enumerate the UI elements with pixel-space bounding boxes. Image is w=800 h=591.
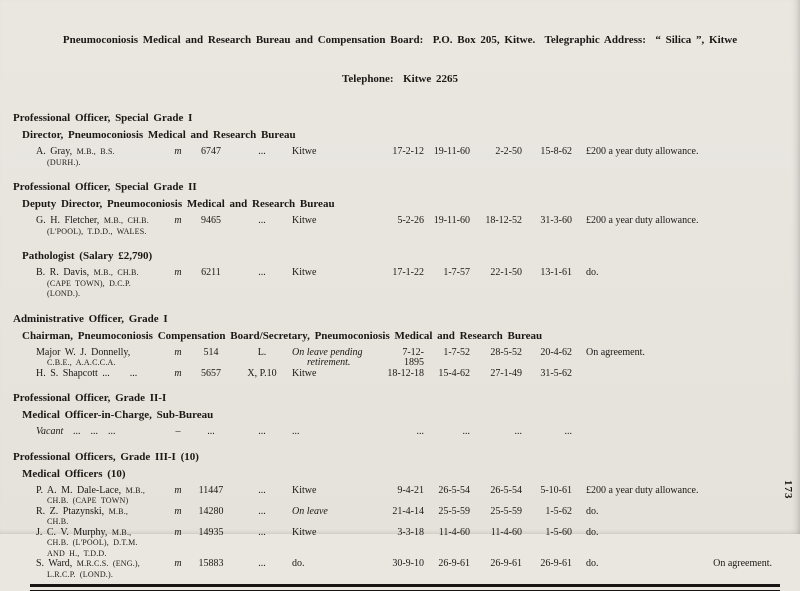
grade-heading: Professional Officer, Special Grade I (13, 112, 193, 124)
date-cell: ... (564, 426, 572, 437)
officer-row-murphy (36, 528, 772, 560)
date-cell: 26-9-61 (490, 558, 522, 569)
code-cell: ... (258, 426, 266, 437)
marital-cell: m (174, 526, 182, 538)
qualifications-cont: (LOND.). (47, 289, 81, 298)
station-cell: ... (292, 426, 300, 437)
section-special-grade-1 (0, 112, 800, 168)
marital-cell: m (174, 505, 182, 517)
code-cell: ... (258, 215, 266, 226)
date-cell: 25-5-59 (490, 505, 522, 517)
number-cell: 514 (203, 346, 219, 358)
number-cell: ... (207, 426, 215, 437)
name-cell: B. R. Davis, M.B., CH.B. (CAPE TOWN), D.C.P. (LOND.). (36, 268, 168, 300)
code-cell: ... (258, 505, 266, 517)
remarks-cell: £200 a year duty allowance. (586, 146, 699, 157)
date-cell: 31-3-60 (540, 215, 572, 226)
date-cell: 26-9-61 (540, 558, 572, 569)
date-birth-cell: 5-2-26 (397, 215, 424, 226)
qualifications-cont: L.R.C.P. (LOND.). (47, 569, 114, 579)
name-cell: J. C. V. Murphy, M.B., CH.B. (L'POOL), D.T.M. AND H., T.D.D. (36, 528, 168, 560)
date-birth-cell: 9-4-21 (397, 484, 424, 496)
date-cell: 1-7-57 (443, 267, 470, 278)
date-cell: 15-8-62 (540, 146, 572, 157)
date-birth-cell: 17-1-22 (392, 267, 424, 278)
officer-row-vacant (36, 427, 772, 438)
officer-row-donnelly (36, 348, 772, 369)
qualifications-cont: C.B.E., A.A.C.C.A. (47, 358, 116, 367)
station-cell: do. (292, 558, 305, 569)
date-cell: 22-1-50 (490, 267, 522, 278)
station-cell: On leave pending retirement. (290, 348, 386, 369)
officer-row-ptazynski (36, 507, 772, 528)
number-cell: 14280 (198, 505, 224, 517)
qualifications: M.B., (125, 485, 146, 495)
number-cell: 11447 (198, 484, 224, 496)
date-birth-cell: ... (416, 426, 424, 437)
bureau-header-line2: Telephone: Kitwe 2265 (342, 73, 458, 85)
remarks-cell: do. (586, 526, 599, 538)
officer-row-shapcott (36, 369, 772, 380)
post-heading: Chairman, Pneumoconiosis Compensation Board/Secretary, Pneumoconiosis Medical and Research Bureau (22, 329, 543, 342)
post-heading: Pathologist (Salary £2,790) (22, 250, 153, 262)
remarks-cell: £200 a year duty allowance. (586, 215, 699, 226)
qualifications-cont: (L'POOL), T.D.D., WALES. (47, 226, 147, 236)
officer-row-fletcher (36, 216, 772, 237)
bureau-header-line1: Pneumoconiosis Medical and Research Bureau and Compensation Board: P.O. Box 205, Kitwe. Telegraphic Address: “ Silica ”, Kitwe (62, 34, 738, 46)
post-heading: Medical Officers (10) (22, 467, 126, 480)
page-number: 173 (782, 480, 794, 500)
date-birth-cell: 30-9-10 (392, 558, 424, 569)
date-birth-cell: 7-12-1895 (402, 346, 424, 368)
date-cell: 1-5-60 (545, 526, 572, 538)
station-cell: Kitwe (292, 215, 317, 226)
name-cell: R. Z. Ptazynski, M.B., CH.B. (36, 507, 168, 528)
qualifications: M.B., (108, 506, 129, 516)
date-cell: 26-5-54 (438, 484, 470, 496)
station-cell: On leave (292, 505, 328, 517)
officer-row-dale-lace (36, 486, 772, 507)
date-cell: 15-4-62 (438, 367, 470, 379)
grade-heading: Professional Officer, Special Grade II (13, 181, 197, 193)
code-cell: ... (258, 267, 266, 278)
post-heading: Director, Pneumoconiosis Medical and Research Bureau (22, 129, 296, 141)
date-cell: 11-4-60 (438, 526, 470, 538)
date-birth-cell: 18-12-18 (387, 367, 424, 379)
qualifications-cont: CH.B. (L'POOL), D.T.M. (47, 538, 138, 547)
number-cell: 9465 (201, 215, 221, 226)
code-cell: X, P.10 (247, 367, 277, 379)
code-cell: L. (257, 346, 267, 358)
code-cell: ... (258, 558, 266, 569)
code-cell: ... (258, 526, 266, 538)
bottom-rule (30, 584, 780, 591)
date-cell: ... (462, 426, 470, 437)
officer-row-ward (36, 559, 772, 580)
remarks-cell: do. (586, 267, 599, 278)
date-cell: 19-11-60 (433, 215, 470, 226)
grade-heading: Administrative Officer, Grade I (13, 312, 168, 325)
date-cell: 26-9-61 (438, 558, 470, 569)
name-cell: Major W. J. Donnelly, C.B.E., A.A.C.C.A. (36, 348, 168, 369)
station-cell: Kitwe (292, 526, 317, 538)
date-cell: 11-4-60 (490, 526, 522, 538)
number-cell: 6211 (201, 267, 221, 278)
number-cell: 15883 (198, 558, 224, 569)
grade-heading: Professional Officers, Grade III-I (10) (13, 450, 199, 463)
station-cell: Kitwe (292, 267, 317, 278)
station-cont: retirement. (307, 357, 351, 368)
qualifications: M.R.C.S. (ENG.), (76, 559, 141, 568)
marital-cell: m (174, 558, 182, 569)
remarks-cell: £200 a year duty allowance. (586, 484, 699, 496)
remarks-cell: On agreement. (586, 346, 645, 358)
name-cell: A. Gray, M.B., B.S. (DURH.). (36, 147, 168, 168)
qualifications-cont: (DURH.). (47, 157, 81, 167)
date-cell: 27-1-49 (490, 367, 522, 379)
number-cell: 14935 (198, 526, 224, 538)
date-cell: 19-11-60 (433, 146, 470, 157)
officer-row-davis (36, 268, 772, 300)
post-heading: Medical Officer-in-Charge, Sub-Bureau (22, 409, 214, 421)
code-cell: ... (258, 146, 266, 157)
date-cell: 1-7-52 (443, 346, 470, 358)
section-grade-2-1 (0, 392, 800, 438)
date-cell: 25-5-59 (438, 505, 470, 517)
name-cell: P. A. M. Dale-Lace, M.B., CH.B. (CAPE TOWN) (36, 486, 168, 507)
qualifications-cont: CH.B. (CAPE TOWN) (47, 496, 129, 505)
marital-cell: m (174, 367, 182, 379)
remarks-cell (580, 427, 772, 438)
date-cell: 2-2-50 (495, 146, 522, 157)
marital-cell: m (174, 484, 182, 496)
officer-row-gray (36, 147, 772, 168)
date-cell: 26-5-54 (490, 484, 522, 496)
date-cell: 28-5-52 (490, 346, 522, 358)
marital-cell: m (174, 215, 182, 226)
section-grade-3-1 (0, 451, 800, 581)
grade-heading: Professional Officer, Grade II-I (13, 392, 167, 404)
marital-cell: – (175, 426, 181, 437)
station-cell: Kitwe (292, 484, 317, 496)
date-cell: 5-10-61 (540, 484, 572, 496)
date-birth-cell: 21-4-14 (392, 505, 424, 517)
date-birth-cell: 3-3-18 (397, 526, 424, 538)
post-heading: Deputy Director, Pneumoconiosis Medical and Research Bureau (22, 198, 335, 210)
date-birth-cell: 17-2-12 (392, 146, 424, 157)
date-cell: 31-5-62 (540, 367, 572, 379)
number-cell: 5657 (201, 367, 221, 379)
date-cell: 1-5-62 (545, 505, 572, 517)
qualifications: M.B., (111, 527, 132, 537)
section-special-grade-2 (0, 181, 800, 237)
qualifications-cont: CH.B. (47, 517, 69, 526)
number-cell: 6747 (201, 146, 221, 157)
date-cell: 13-1-61 (540, 267, 572, 278)
remarks-cell: do. On agreement. (580, 559, 772, 580)
marital-cell: m (174, 346, 182, 358)
date-cell: 20-4-62 (540, 346, 572, 358)
date-cell: ... (514, 426, 522, 437)
qualifications-cont: (CAPE TOWN), D.C.P. (47, 278, 131, 288)
qualifications-cont: AND H., T.D.D. (47, 548, 107, 558)
name-cell: S. Ward, M.R.C.S. (ENG.), L.R.C.P. (LOND.). (36, 559, 168, 580)
station-cell: Kitwe (292, 367, 317, 379)
date-cell: 18-12-52 (485, 215, 522, 226)
qualifications: M.B., CH.B. (93, 268, 139, 277)
remarks-cell (580, 369, 772, 380)
bureau-header (0, 0, 800, 99)
section-administrative-grade-1 (0, 313, 800, 380)
marital-cell: m (174, 267, 182, 278)
remarks-cell: do. (586, 505, 599, 517)
name-cell: Vacant ... ... ... (36, 426, 116, 437)
station-cell: Kitwe (292, 146, 317, 157)
qualifications: M.B., CH.B. (103, 216, 149, 225)
code-cell: ... (258, 484, 266, 496)
name-cell: G. H. Fletcher, M.B., CH.B. (L'POOL), T.D.D., WALES. (36, 216, 168, 237)
remarks-right: On agreement. (713, 558, 772, 569)
marital-cell: m (174, 146, 182, 157)
name-cell: H. S. Shapcott ... ... (36, 367, 138, 379)
qualifications: M.B., B.S. (76, 147, 115, 156)
section-pathologist (0, 250, 800, 300)
